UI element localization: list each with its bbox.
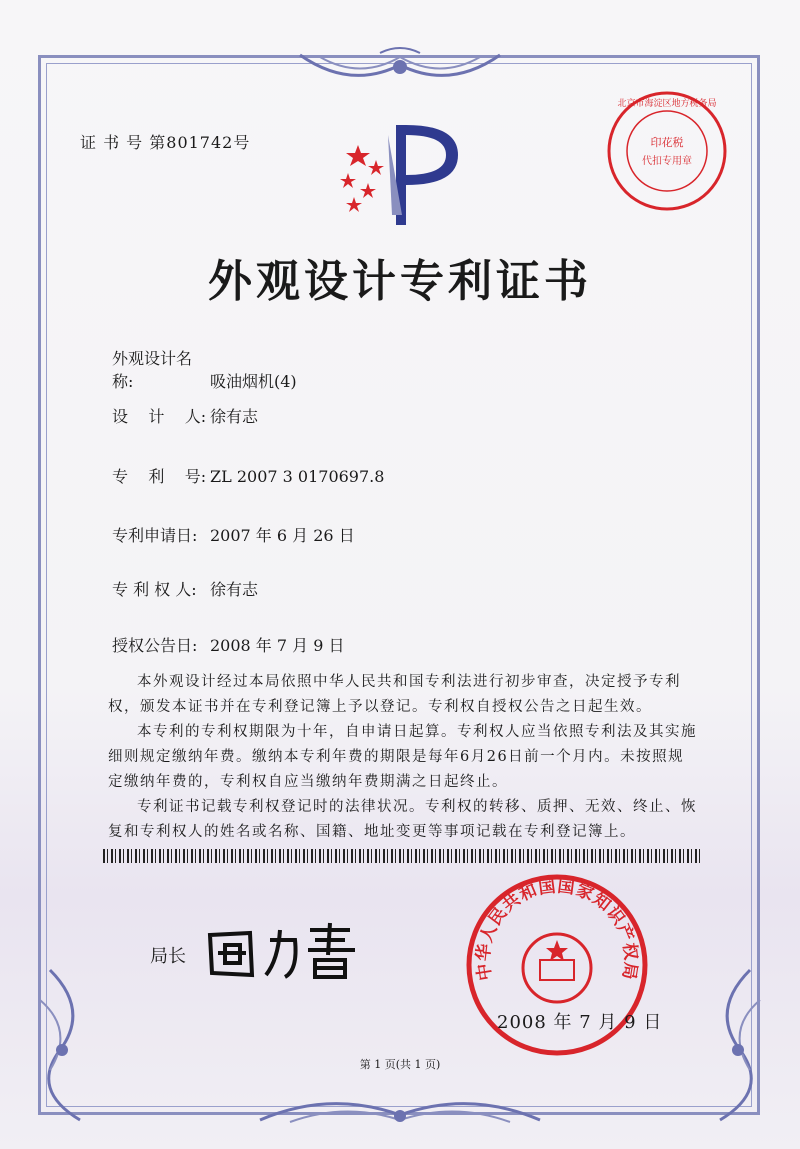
field-patentee bbox=[112, 577, 258, 600]
right-bottom-ornament bbox=[690, 960, 780, 1130]
certificate-title: 外观设计专利证书 bbox=[208, 256, 592, 307]
top-ornament bbox=[290, 45, 510, 95]
stamp-center-line2: 代扣专用章 bbox=[642, 156, 692, 167]
body-paragraph: 本专利的专利权期限为十年，自申请日起算。专利权人应当依照专利法及其实施细则规定缴纳年费。缴纳本专利年费的期限是每年6月26日前一个月内。未按照规定缴纳年费的，专利权自应当缴纳年费期满之日起终止。 bbox=[108, 724, 697, 790]
body-paragraph: 本外观设计经过本局依照中华人民共和国专利法进行初步审查，决定授予专利权，颁发本证书并在专利登记簿上予以登记。专利权自授权公告之日起生效。 bbox=[108, 674, 681, 715]
barcode bbox=[103, 849, 700, 863]
director-label: 局长 bbox=[150, 946, 186, 967]
certificate-body bbox=[108, 670, 698, 845]
director-signature bbox=[200, 915, 370, 985]
field-value: 2007 年 6 月 26 日 bbox=[210, 526, 355, 545]
field-design-name bbox=[112, 346, 297, 392]
field-application-date bbox=[112, 523, 355, 546]
seal-text: 中华人民共和国国家知识产权局 bbox=[473, 876, 641, 982]
field-value: 2008 年 7 月 9 日 bbox=[210, 636, 345, 655]
page-number: 第 1 页(共 1 页) bbox=[359, 1058, 441, 1071]
left-bottom-ornament bbox=[20, 960, 110, 1130]
field-value: 徐有志 bbox=[210, 580, 259, 599]
field-designer bbox=[112, 404, 258, 427]
field-patent-number bbox=[112, 464, 384, 487]
field-value: ZL 2007 3 0170697.8 bbox=[210, 467, 385, 486]
seal-date: 2008 年 7 月 9 日 bbox=[497, 1012, 663, 1033]
field-label: 专 利 号: bbox=[112, 467, 207, 486]
stamp-center-line1: 印花税 bbox=[650, 136, 684, 149]
field-label: 授权公告日: bbox=[112, 636, 198, 655]
field-label: 外观设计名称: bbox=[112, 349, 193, 391]
stamp-ring-text: 北京市海淀区地方税务局 bbox=[617, 99, 717, 109]
tax-stamp bbox=[604, 88, 730, 214]
field-label: 专 利 权 人: bbox=[112, 580, 197, 599]
field-label: 专利申请日: bbox=[112, 526, 198, 545]
bottom-ornament bbox=[250, 1090, 550, 1135]
field-label: 设 计 人: bbox=[112, 407, 207, 426]
field-value: 吸油烟机(4) bbox=[210, 372, 297, 391]
field-value: 徐有志 bbox=[210, 407, 259, 426]
patent-office-logo-icon bbox=[318, 115, 478, 235]
body-paragraph: 专利证书记载专利权登记时的法律状况。专利权的转移、质押、无效、终止、恢复和专利权人的姓名或名称、国籍、地址变更等事项记载在专利登记簿上。 bbox=[108, 799, 697, 840]
certificate-number: 证 书 号 第801742号 bbox=[80, 133, 251, 152]
field-grant-date bbox=[112, 633, 345, 656]
